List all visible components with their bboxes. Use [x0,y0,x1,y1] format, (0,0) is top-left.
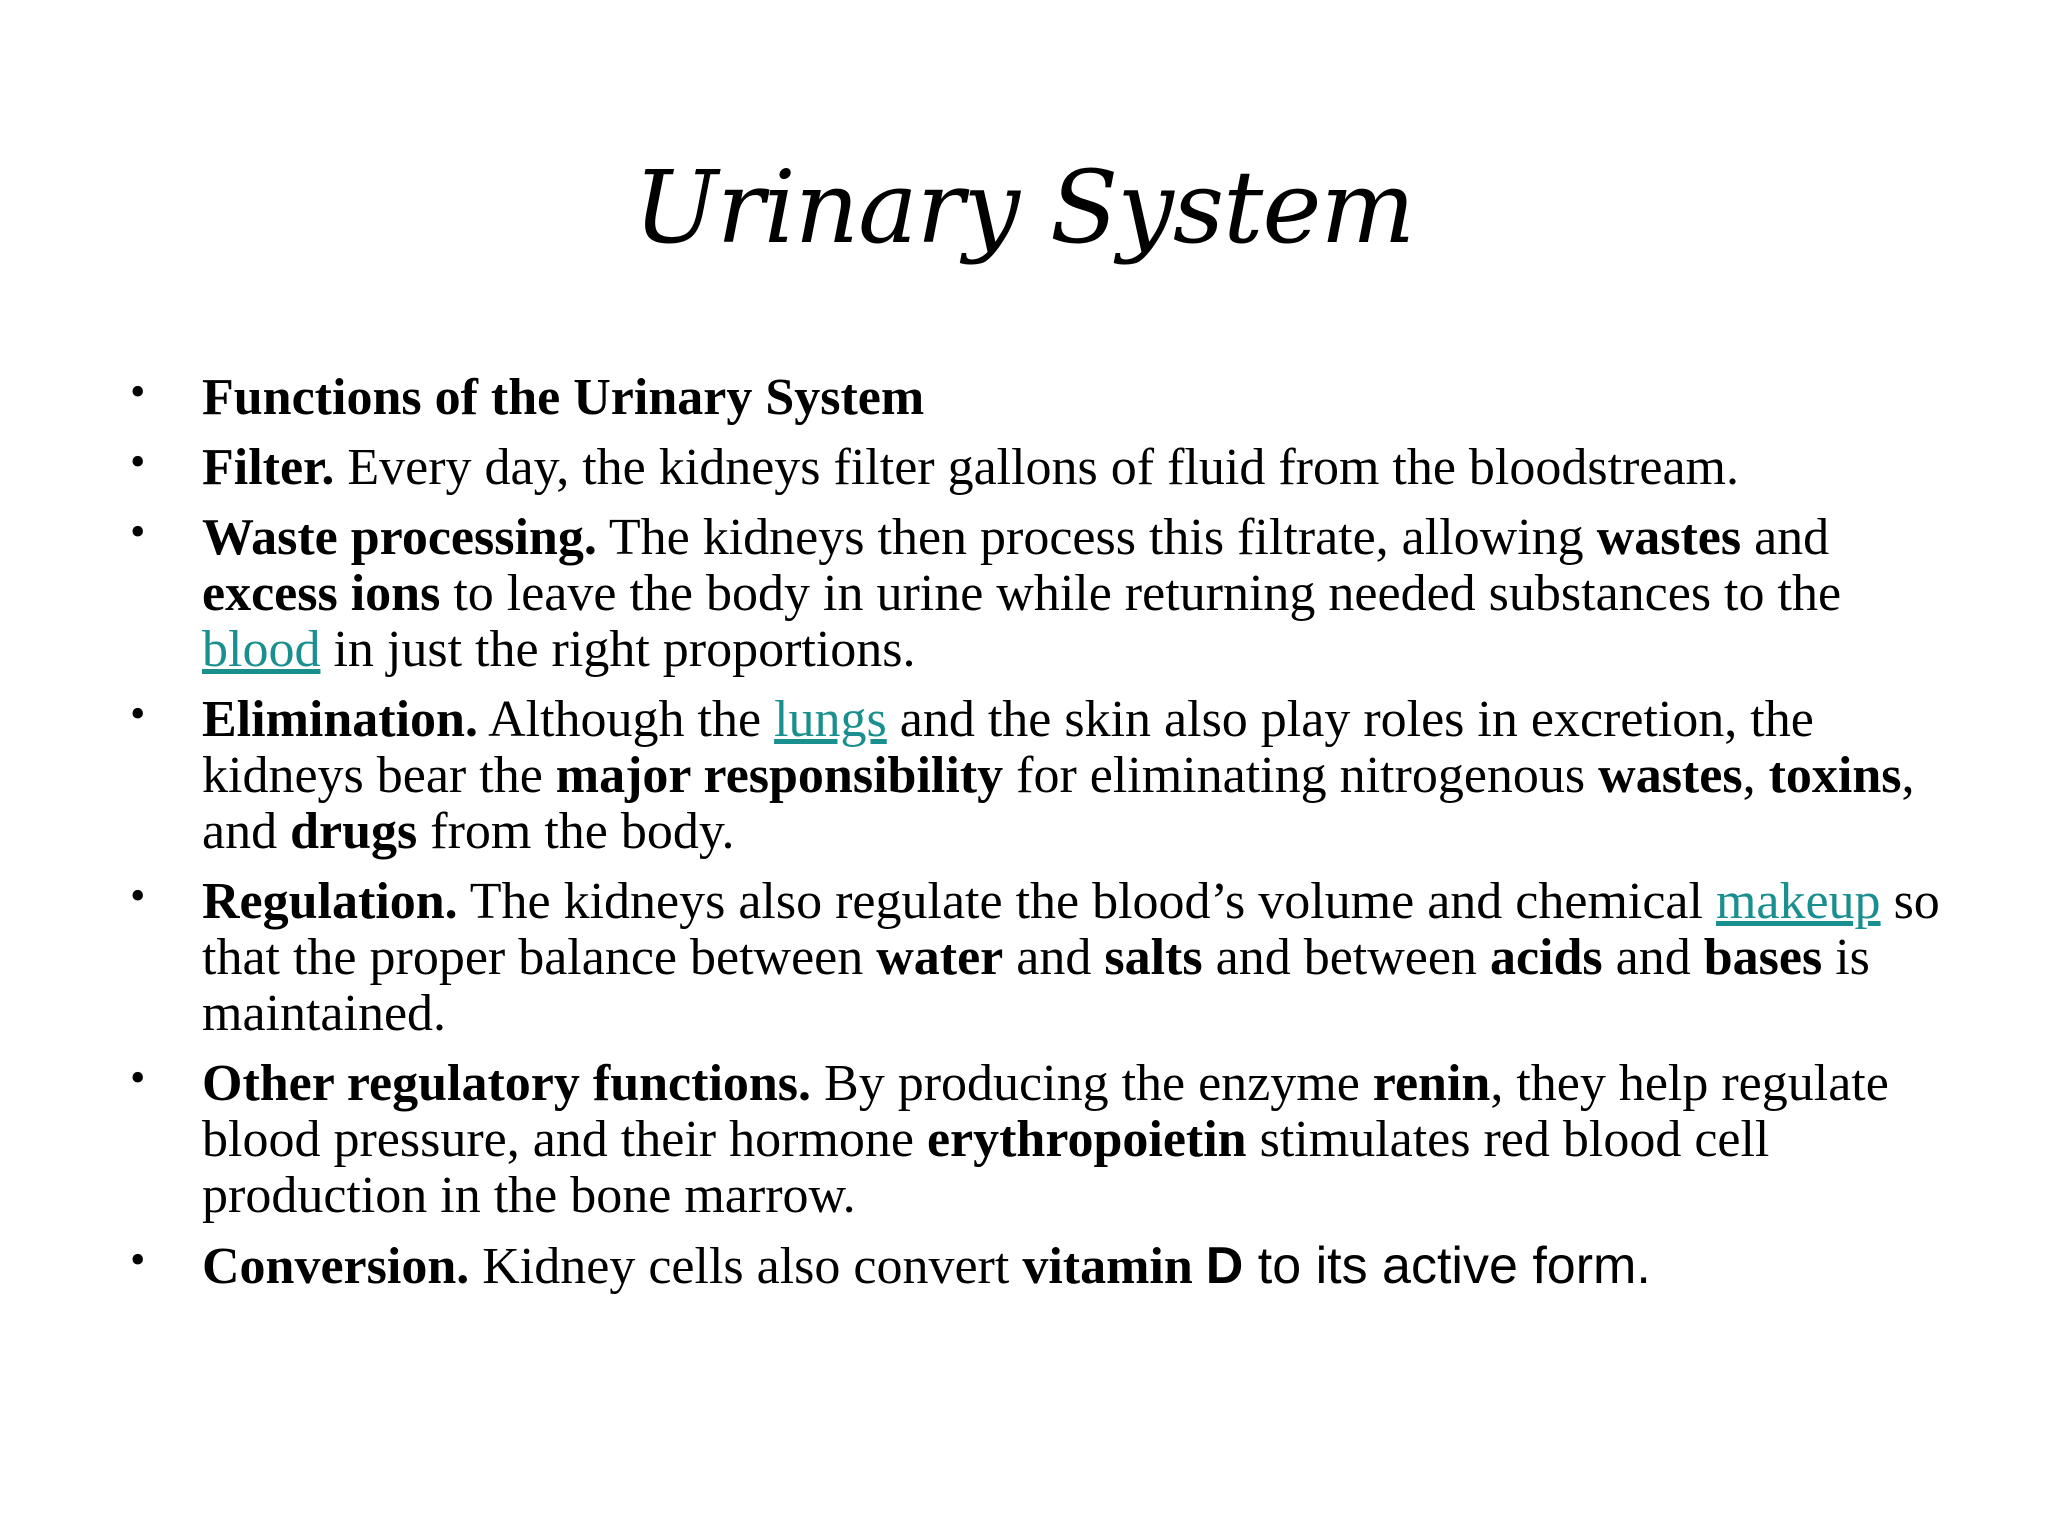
bold-term: salts [1104,929,1203,986]
bold-term: erythropoietin [926,1111,1247,1168]
bold-term: bases [1703,929,1823,986]
bullet-item-conversion [122,1235,1952,1295]
bold-term: drugs [290,803,418,860]
bullet-text: , and [202,747,1915,860]
bullet-text: in just the right proportions. [320,621,916,678]
bullet-icon: • [130,871,146,920]
bullet-lead: Elimination. [202,691,478,748]
link-lungs[interactable]: lungs [774,691,887,748]
slide-title: Urinary System [633,149,1415,266]
bullet-item-waste-processing [122,507,1952,678]
bold-term: excess ions [202,565,441,622]
bullet-text: , they help regulate blood pressure, and their hormone [202,1055,1889,1168]
bullet-text: for eliminating nitrogenous [1003,747,1599,804]
bullet-text: stimulates red blood cell production in the bone marrow. [202,1111,1770,1224]
bullet-item-filter [122,437,1952,496]
bold-term: D [1205,1237,1244,1295]
bullet-text: to leave the body in urine while returning needed substances to the [440,565,1842,622]
bold-term: major responsibility [555,747,1004,804]
bullet-lead: Other regulatory functions. [202,1055,812,1112]
link-makeup[interactable]: makeup [1715,873,1881,930]
bullet-icon: • [130,689,146,738]
bullet-item-elimination [122,689,1952,860]
link-blood[interactable]: blood [202,621,321,678]
bullet-text: and the skin also play roles in excretion, the kidneys bear the [202,691,1814,804]
bold-term: acids [1489,929,1603,986]
bullet-text: and [1602,929,1704,986]
bullet-icon: • [130,437,146,486]
bullet-text: Every day, the kidneys filter gallons of fluid from the bloodstream. [334,439,1739,496]
bullet-text: Kidney cells also convert [469,1238,1023,1295]
bold-term: toxins [1768,747,1902,804]
bullet-text: , [1742,747,1769,804]
bullet-lead: Conversion. [202,1238,470,1295]
bullet-icon: • [130,1053,146,1102]
bullet-text: Although the [477,691,775,748]
bold-term: water [876,929,1004,986]
bullet-lead: Functions of the Urinary System [202,369,925,426]
bullet-item-regulation [122,871,1952,1042]
bullet-text: from the body. [417,803,735,860]
bullet-text: The kidneys also regulate the blood’s volume and chemical [457,873,1716,930]
bullet-lead: Waste processing. [202,509,597,566]
bullet-text: so that the proper balance between [202,873,1940,986]
bullet-text: and between [1202,929,1490,986]
bullet-icon: • [130,507,146,556]
bullet-text: is maintained. [202,929,1870,1042]
bold-term: wastes [1598,747,1743,804]
bold-term: vitamin [1022,1238,1206,1295]
bold-term: wastes [1596,509,1742,566]
bullet-item-other-regulatory [122,1053,1952,1224]
bullet-icon: • [130,1235,146,1284]
bullet-text: and [1741,509,1830,566]
bullet-lead: Filter. [202,439,335,496]
bullet-lead: Regulation. [202,873,458,930]
bullet-list [122,367,1952,1309]
bullet-text: and [1003,929,1105,986]
bullet-text: By producing the enzyme [811,1055,1373,1112]
bullet-text: The kidneys then process this filtrate, allowing [596,509,1597,566]
bullet-item-functions [122,367,1952,426]
bold-term: renin [1372,1055,1491,1112]
bullet-text: to its active form. [1243,1237,1651,1295]
bullet-icon: • [130,367,146,416]
